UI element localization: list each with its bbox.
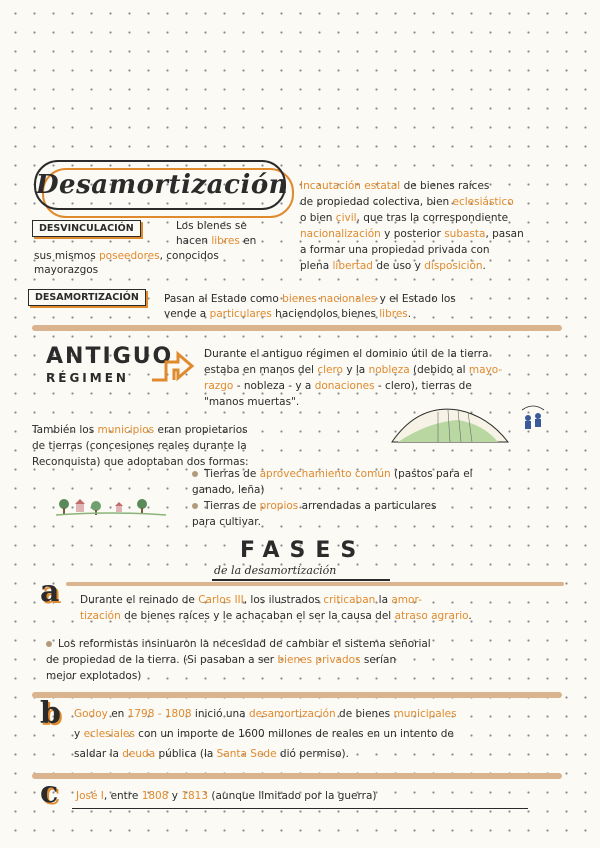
text-segment: - clero), tierras de (374, 380, 472, 392)
village-illustration (56, 494, 166, 518)
text-line (204, 346, 574, 362)
text-line (34, 263, 284, 277)
highlight-term: 1808 (141, 790, 169, 802)
text-segment: (aunque limitado por la guerra) (208, 790, 377, 802)
text-line (32, 438, 382, 454)
fase-c-underline (72, 808, 528, 809)
text-segment: (debido al (409, 364, 469, 376)
highlight-term: tización (80, 610, 121, 622)
highlight-term: libres (379, 308, 408, 320)
text-line (46, 652, 566, 668)
highlight-term: propios (259, 500, 299, 512)
text-line (74, 744, 568, 764)
highlight-term: municipios (97, 424, 155, 436)
text-segment: pública (la (155, 748, 217, 760)
municipios-bullet-1 (192, 466, 562, 498)
highlight-term: desamortización (248, 708, 336, 720)
text-segment: la (375, 594, 392, 606)
text-segment: , los ilustrados (243, 594, 324, 606)
text-segment: Reconquista) que adoptaban dos formas: (32, 456, 249, 468)
highlight-term: libres (211, 235, 240, 247)
text-line (192, 514, 562, 530)
definition-text (300, 178, 590, 274)
text-line (46, 636, 566, 652)
text-segment: mayorazgos (34, 264, 99, 276)
text-segment: vende a (164, 308, 210, 320)
text-segment: dió permiso). (276, 748, 349, 760)
text-segment: en (107, 708, 128, 720)
text-segment: de bienes raíces y le achacaban el ser la causa del (120, 610, 395, 622)
text-segment: , que tras la correspondiente (356, 212, 509, 224)
text-segment: y posterior (380, 228, 445, 240)
text-line (300, 210, 590, 226)
fase-c-letter: c (40, 775, 59, 810)
text-segment: inició una (191, 708, 249, 720)
text-line (76, 788, 556, 804)
text-line (34, 307, 554, 322)
text-line (46, 668, 566, 684)
desamortizacion-text (34, 292, 554, 322)
text-segment: Durante el antiguo régimen el dominio útil de la tierra (204, 348, 489, 360)
text-line (34, 249, 284, 263)
text-segment: . (482, 260, 486, 272)
highlight-term: amor- (391, 594, 422, 606)
text-line (300, 194, 590, 210)
text-segment: y el Estado los (376, 293, 456, 305)
divider-1 (32, 325, 562, 331)
text-segment: , pasan (485, 228, 524, 240)
highlight-term: razgo (204, 380, 234, 392)
fase-a-rule (66, 582, 564, 586)
desvinculacion-label: DESVINCULACIÓN (32, 220, 141, 237)
text-line (80, 592, 564, 608)
desvinculacion-text-rest (34, 249, 284, 277)
highlight-term: mayo- (468, 364, 503, 376)
text-segment: Los bienes se (176, 220, 247, 232)
text-line (176, 219, 286, 234)
highlight-term: Santa Sede (216, 748, 277, 760)
text-segment: de propiedad colectiva, bien (300, 196, 453, 208)
text-segment: de bienes (335, 708, 394, 720)
text-segment: saldar la (74, 748, 123, 760)
highlight-term: civil (335, 212, 357, 224)
municipios-text (32, 422, 382, 470)
text-segment: de uso y (372, 260, 425, 272)
highlight-term: atraso agrario (394, 610, 469, 622)
text-line (300, 226, 590, 242)
text-segment: sus mismos (34, 250, 100, 262)
highlight-term: nobleza (368, 364, 410, 376)
text-segment: a formar una propiedad privada con (300, 244, 490, 256)
text-line (300, 242, 590, 258)
bullet-icon (192, 503, 198, 509)
text-segment: eran propietarios (154, 424, 248, 436)
fase-c-text (76, 788, 556, 804)
fase-b-letter: b (40, 696, 61, 731)
text-segment: serían (360, 654, 397, 666)
text-segment: Tierras de (204, 500, 260, 512)
text-segment: de propiedad de la tierra. (Si pasaban a ser (46, 654, 278, 666)
highlight-term: bienes nacionales (282, 293, 377, 305)
text-segment: o bien (300, 212, 336, 224)
highlight-term: 1798 - 1808 (127, 708, 192, 720)
text-segment: . (468, 610, 472, 622)
bullet-icon (46, 641, 52, 647)
divider-c (32, 773, 562, 779)
text-segment: "manos muertas". (204, 396, 300, 408)
text-segment: para cultivar. (192, 516, 261, 528)
highlight-term: Carlos III (198, 594, 244, 606)
highlight-term: disposición (424, 260, 483, 272)
text-line (192, 466, 562, 482)
text-segment: Los reformistas insinuaron la necesidad de cambiar el sistema señorial (58, 638, 431, 650)
bullet-icon (192, 471, 198, 477)
text-segment: Durante el reinado de (80, 594, 199, 606)
highlight-term: aprovechamiento común (259, 468, 391, 480)
fases-subtitle: de la desamortización (214, 564, 337, 577)
fase-b-text (74, 704, 568, 764)
text-segment: , conocidos (159, 250, 219, 262)
highlight-term: municipales (393, 708, 457, 720)
text-segment: y (74, 728, 84, 740)
divider-b (32, 692, 562, 698)
fases-underline (212, 579, 390, 581)
desvinculacion-text (176, 219, 286, 249)
text-segment: , entre (103, 790, 142, 802)
text-line (300, 258, 590, 274)
highlight-term: eclesiástico (452, 196, 514, 208)
highlight-term: poseedores (99, 250, 160, 262)
highlight-term: Incautación estatal (300, 180, 401, 192)
page-title: Desamortización (34, 160, 286, 210)
text-segment: Pasan al Estado como (164, 293, 283, 305)
desamortizacion-label: DESAMORTIZACIÓN (28, 289, 146, 306)
landscape-illustration (388, 398, 548, 446)
text-segment: estaba en manos del (204, 364, 318, 376)
fase-a-text-2 (46, 636, 566, 684)
highlight-term: José I (76, 790, 104, 802)
highlight-term: criticaban (323, 594, 376, 606)
text-line (74, 704, 568, 724)
text-segment: Tierras de (204, 468, 260, 480)
text-segment: haciendolos bienes (271, 308, 380, 320)
highlight-term: particulares (209, 308, 272, 320)
text-segment: de bienes raíces (400, 180, 490, 192)
text-line (204, 378, 574, 394)
antiguo-heading: ANTIGUO (46, 344, 174, 369)
highlight-term: Godoy (74, 708, 108, 720)
highlight-term: nacionalización (300, 228, 381, 240)
text-line (300, 178, 590, 194)
text-segment: También los (32, 424, 98, 436)
text-line (34, 292, 554, 307)
text-segment: con un importe de 1600 millones de reales en un intento de (134, 728, 454, 740)
highlight-term: libertad (332, 260, 373, 272)
text-segment: . (407, 308, 412, 320)
text-line (80, 608, 564, 624)
text-segment: de tierras (concesiones reales durante la (32, 440, 247, 452)
text-segment: hacen (176, 235, 212, 247)
text-segment: ganado, leña) (192, 484, 265, 496)
arrow-icon (148, 348, 196, 384)
text-segment: - nobleza - y a (233, 380, 315, 392)
highlight-term: subasta (444, 228, 486, 240)
text-segment: y la (342, 364, 369, 376)
highlight-term: clero (317, 364, 343, 376)
text-line (32, 422, 382, 438)
highlight-term: donaciones (314, 380, 375, 392)
text-line (176, 234, 286, 249)
text-line (192, 498, 562, 514)
fases-title: FASES (240, 538, 367, 563)
text-segment: y (168, 790, 182, 802)
text-segment: (pastos para el (390, 468, 473, 480)
fase-a-letter: a (40, 574, 60, 609)
text-segment: en (239, 235, 257, 247)
regimen-heading: RÉGIMEN (46, 371, 129, 385)
text-line (204, 362, 574, 378)
highlight-term: eclesiales (83, 728, 135, 740)
text-segment: arrendadas a particulares (298, 500, 437, 512)
text-segment: plena (300, 260, 333, 272)
text-line (74, 724, 568, 744)
fase-a-text (80, 592, 564, 624)
highlight-term: deuda (122, 748, 156, 760)
text-line (192, 482, 562, 498)
text-segment: mejor explotados) (46, 670, 142, 682)
highlight-term: bienes privados (277, 654, 361, 666)
highlight-term: 1813 (181, 790, 209, 802)
municipios-bullet-2 (192, 498, 562, 530)
